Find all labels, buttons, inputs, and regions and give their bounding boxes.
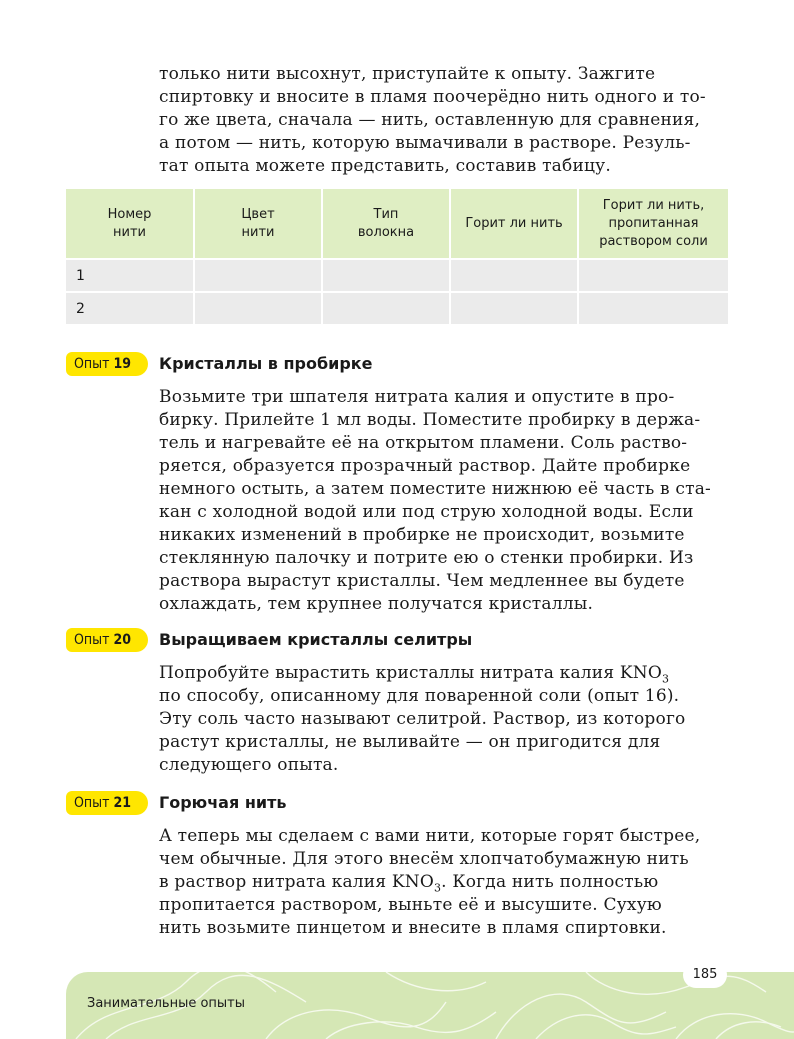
- table-cell: [578, 259, 728, 292]
- table-cell: [194, 259, 322, 292]
- subscript: 3: [661, 672, 670, 686]
- text-line: [159, 871, 728, 894]
- text-line: ряется, образуется прозрачный раствор. Дайте пробирке: [159, 456, 691, 476]
- table-cell: [578, 292, 728, 324]
- experiment-paragraph: [159, 662, 728, 777]
- header-thread-number: Номер нити: [66, 189, 194, 259]
- experiment-number: 19: [113, 356, 131, 372]
- text-line: спиртовку и вносите в пламя поочерёдно нить одного и то-: [159, 87, 706, 107]
- experiment-number: 20: [113, 632, 131, 648]
- table-row: [66, 292, 728, 324]
- text-line: растут кристаллы, не выливайте — он пригодится для: [159, 732, 661, 752]
- text-line: А теперь мы сделаем с вами нити, которые горят быстрее,: [159, 826, 701, 846]
- text-line: охлаждать, тем крупнее получатся кристаллы.: [159, 594, 594, 614]
- subscript: 3: [433, 881, 442, 895]
- table-cell: 2: [66, 292, 194, 324]
- text-line: пропитается раствором, выньте её и высушите. Сухую: [159, 895, 662, 915]
- table-cell: [450, 259, 578, 292]
- text-line: тель и нагревайте её на открытом пламени. Соль раство-: [159, 433, 688, 453]
- experiment-badge-word: Опыт: [74, 356, 110, 372]
- text-line: нить возьмите пинцетом и внесите в пламя спиртовки.: [159, 918, 667, 938]
- table-row: [66, 259, 728, 292]
- table-cell: [194, 292, 322, 324]
- text-line: Возьмите три шпателя нитрата калия и опустите в про-: [159, 387, 675, 407]
- table-cell: [322, 259, 450, 292]
- experiment-paragraph: [159, 825, 728, 940]
- text-line: никаких изменений в пробирке не происходит, возьмите: [159, 525, 685, 545]
- text-line-formula: в раствор нитрата калия KNO: [159, 872, 434, 892]
- text-line: а потом — нить, которую вымачивали в растворе. Резуль-: [159, 133, 691, 153]
- experiment-title: Кристаллы в пробирке: [159, 354, 373, 373]
- table-cell: [322, 292, 450, 324]
- table-cell: [450, 292, 578, 324]
- text-line: раствора вырастут кристаллы. Чем медленнее вы будете: [159, 571, 685, 591]
- text-line: тат опыта можете представить, составив табицу.: [159, 156, 611, 176]
- text-line: го же цвета, сначала — нить, оставленную для сравнения,: [159, 110, 701, 130]
- text-line: немного остыть, а затем поместите нижнюю её часть в ста-: [159, 479, 711, 499]
- text-line: [159, 662, 728, 685]
- experiment-title: Горючая нить: [159, 793, 287, 812]
- experiment-number: 21: [113, 795, 131, 811]
- experiment-badge: [66, 628, 148, 652]
- text-line: следующего опыта.: [159, 755, 339, 775]
- experiment-paragraph: [159, 386, 728, 616]
- text-line: Эту соль часто называют селитрой. Раствор, из которого: [159, 709, 686, 729]
- header-does-burn: Горит ли нить: [450, 189, 578, 259]
- experiment-badge-word: Опыт: [74, 632, 110, 648]
- experiment-title: Выращиваем кристаллы селитры: [159, 630, 473, 649]
- page-number: 185: [683, 962, 727, 988]
- header-burns-soaked: Горит ли нить, пропитанная раствором соли: [578, 189, 728, 259]
- text-line: кан с холодной водой или под струю холодной воды. Если: [159, 502, 694, 522]
- text-line: по способу, описанному для поваренной соли (опыт 16).: [159, 686, 680, 706]
- results-table: [66, 189, 728, 324]
- text-line-rest: . Когда нить полностью: [441, 872, 659, 892]
- text-line: только нити высохнут, приступайте к опыту. Зажгите: [159, 64, 656, 84]
- experiment-badge: [66, 791, 148, 815]
- table-cell: 1: [66, 259, 194, 292]
- footer-section-name: Занимательные опыты: [87, 996, 246, 1011]
- text-line: чем обычные. Для этого внесём хлопчатобумажную нить: [159, 849, 689, 869]
- experiment-badge-word: Опыт: [74, 795, 110, 811]
- text-line: стеклянную палочку и потрите ею о стенки пробирки. Из: [159, 548, 694, 568]
- intro-paragraph: [159, 63, 728, 178]
- header-thread-color: Цвет нити: [194, 189, 322, 259]
- experiment-badge: [66, 352, 148, 376]
- table-header-row: [66, 189, 728, 259]
- text-line: бирку. Прилейте 1 мл воды. Поместите пробирку в держа-: [159, 410, 701, 430]
- text-line-formula: Попробуйте вырастить кристаллы нитрата калия KNO: [159, 663, 662, 683]
- header-fiber-type: Тип волокна: [322, 189, 450, 259]
